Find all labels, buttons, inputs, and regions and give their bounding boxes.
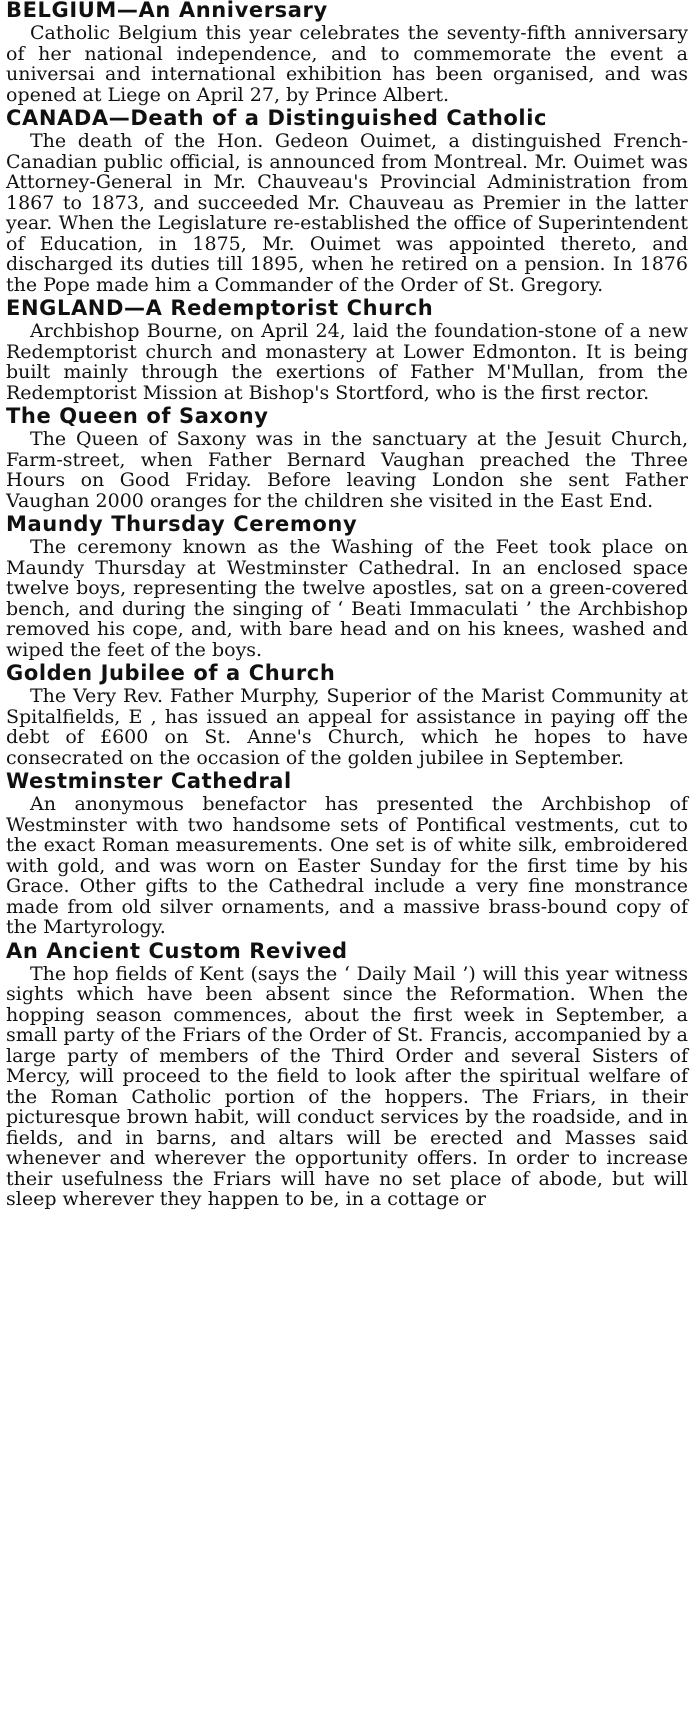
- article-maundy-thursday: [6, 511, 688, 660]
- article-body: Catholic Belgium this year celebrates the seventy-fifth anniversary of her national independence, and to commemorate the event a universai and international exhibition has been organised, and was opened at Liege on April 27, by Prince Albert.: [6, 22, 688, 106]
- article-ancient-custom: [6, 938, 688, 1210]
- article-heading: BELGIUM—An Anniversary: [6, 0, 328, 22]
- article-heading: Golden Jubilee of a Church: [6, 661, 336, 685]
- article-body: An anonymous benefactor has presented the Archbishop of Westminster with two handsome sets of Pontifical vestments, cut to the exact Roman measurements. One set is of white silk, embroidered with gold, and was worn on Easter Sunday for the first time by his Grace. Other gifts to the Cathedral include a very fine monstrance made from old silver ornaments, and a massive brass-bound copy of the Martyrology.: [6, 793, 688, 938]
- article-heading: CANADA—Death of a Distinguished Catholic: [6, 106, 548, 130]
- article-body: The ceremony known as the Washing of the Feet took place on Maundy Thursday at Westminster Cathedral. In an enclosed space twelve boys, representing the twelve apostles, sat on a green-covered bench, and during the singing of ‘ Beati Immaculati ’ the Archbishop removed his cope, and, with bare head and on his knees, washed and wiped the feet of the boys.: [6, 536, 688, 661]
- article-heading: The Queen of Saxony: [6, 404, 269, 428]
- article-heading: An Ancient Custom Revived: [6, 938, 348, 963]
- article-queen-of-saxony: [6, 403, 688, 511]
- article-body: The hop fields of Kent (says the ‘ Daily Mail ’) will this year witness sights which have been absent since the Reformation. When the hopping season commences, about the first week in September, a small party of the Friars of the Order of St. Francis, accompanied by a large party of members of the Third Order and several Sisters of Mercy, will proceed to the field to look after the spiritual welfare of the Roman Catholic portion of the hoppers. The Friars, in their picturesque brown habit, will conduct services by the roadside, and in fields, and in barns, and altars will be erected and Masses said whenever and wherever the opportunity offers. In order to increase their usefulness the Friars will have no set place of abode, but will sleep wherever they happen to be, in a cottage or: [6, 962, 688, 1210]
- article-heading: Westminster Cathedral: [6, 769, 292, 793]
- article-belgium: [6, 0, 688, 105]
- article-heading: Maundy Thursday Ceremony: [6, 512, 358, 536]
- article-body: The Very Rev. Father Murphy, Superior of the Marist Community at Spitalfields, E , has issued an appeal for assistance in paying off the debt of £600 on St. Anne's Church, which he hopes to have consecrated on the occasion of the golden jubilee in September.: [6, 685, 688, 769]
- article-body: The death of the Hon. Gedeon Ouimet, a distinguished French-Canadian public official, is announced from Montreal. Mr. Ouimet was Attorney-General in Mr. Chauveau's Provincial Administration from 1867 to 1873, and succeeded Mr. Chauveau as Premier in the latter year. When the Legislature re-established the office of Superintendent of Education, in 1875, Mr. Ouimet was appointed thereto, and discharged its duties till 1895, when he retired on a pension. In 1876 the Pope made him a Commander of the Order of St. Gregory.: [6, 130, 688, 296]
- article-canada: [6, 105, 688, 295]
- article-golden-jubilee: [6, 660, 688, 768]
- article-body: Archbishop Bourne, on April 24, laid the foundation-stone of a new Redemptorist church and monastery at Lower Edmonton. It is being built mainly through the exertions of Father M'Mullan, from the Redemptorist Mission at Bishop's Stortford, who is the first rector.: [6, 320, 688, 404]
- article-body: The Queen of Saxony was in the sanctuary at the Jesuit Church, Farm-street, when Father Bernard Vaughan preached the Three Hours on Good Friday. Before leaving London she sent Father Vaughan 2000 oranges for the children she visited in the East End.: [6, 428, 688, 512]
- article-england-redemptorist: [6, 295, 688, 403]
- article-heading: ENGLAND—A Redemptorist Church: [6, 296, 434, 320]
- article-westminster-cathedral: [6, 768, 688, 938]
